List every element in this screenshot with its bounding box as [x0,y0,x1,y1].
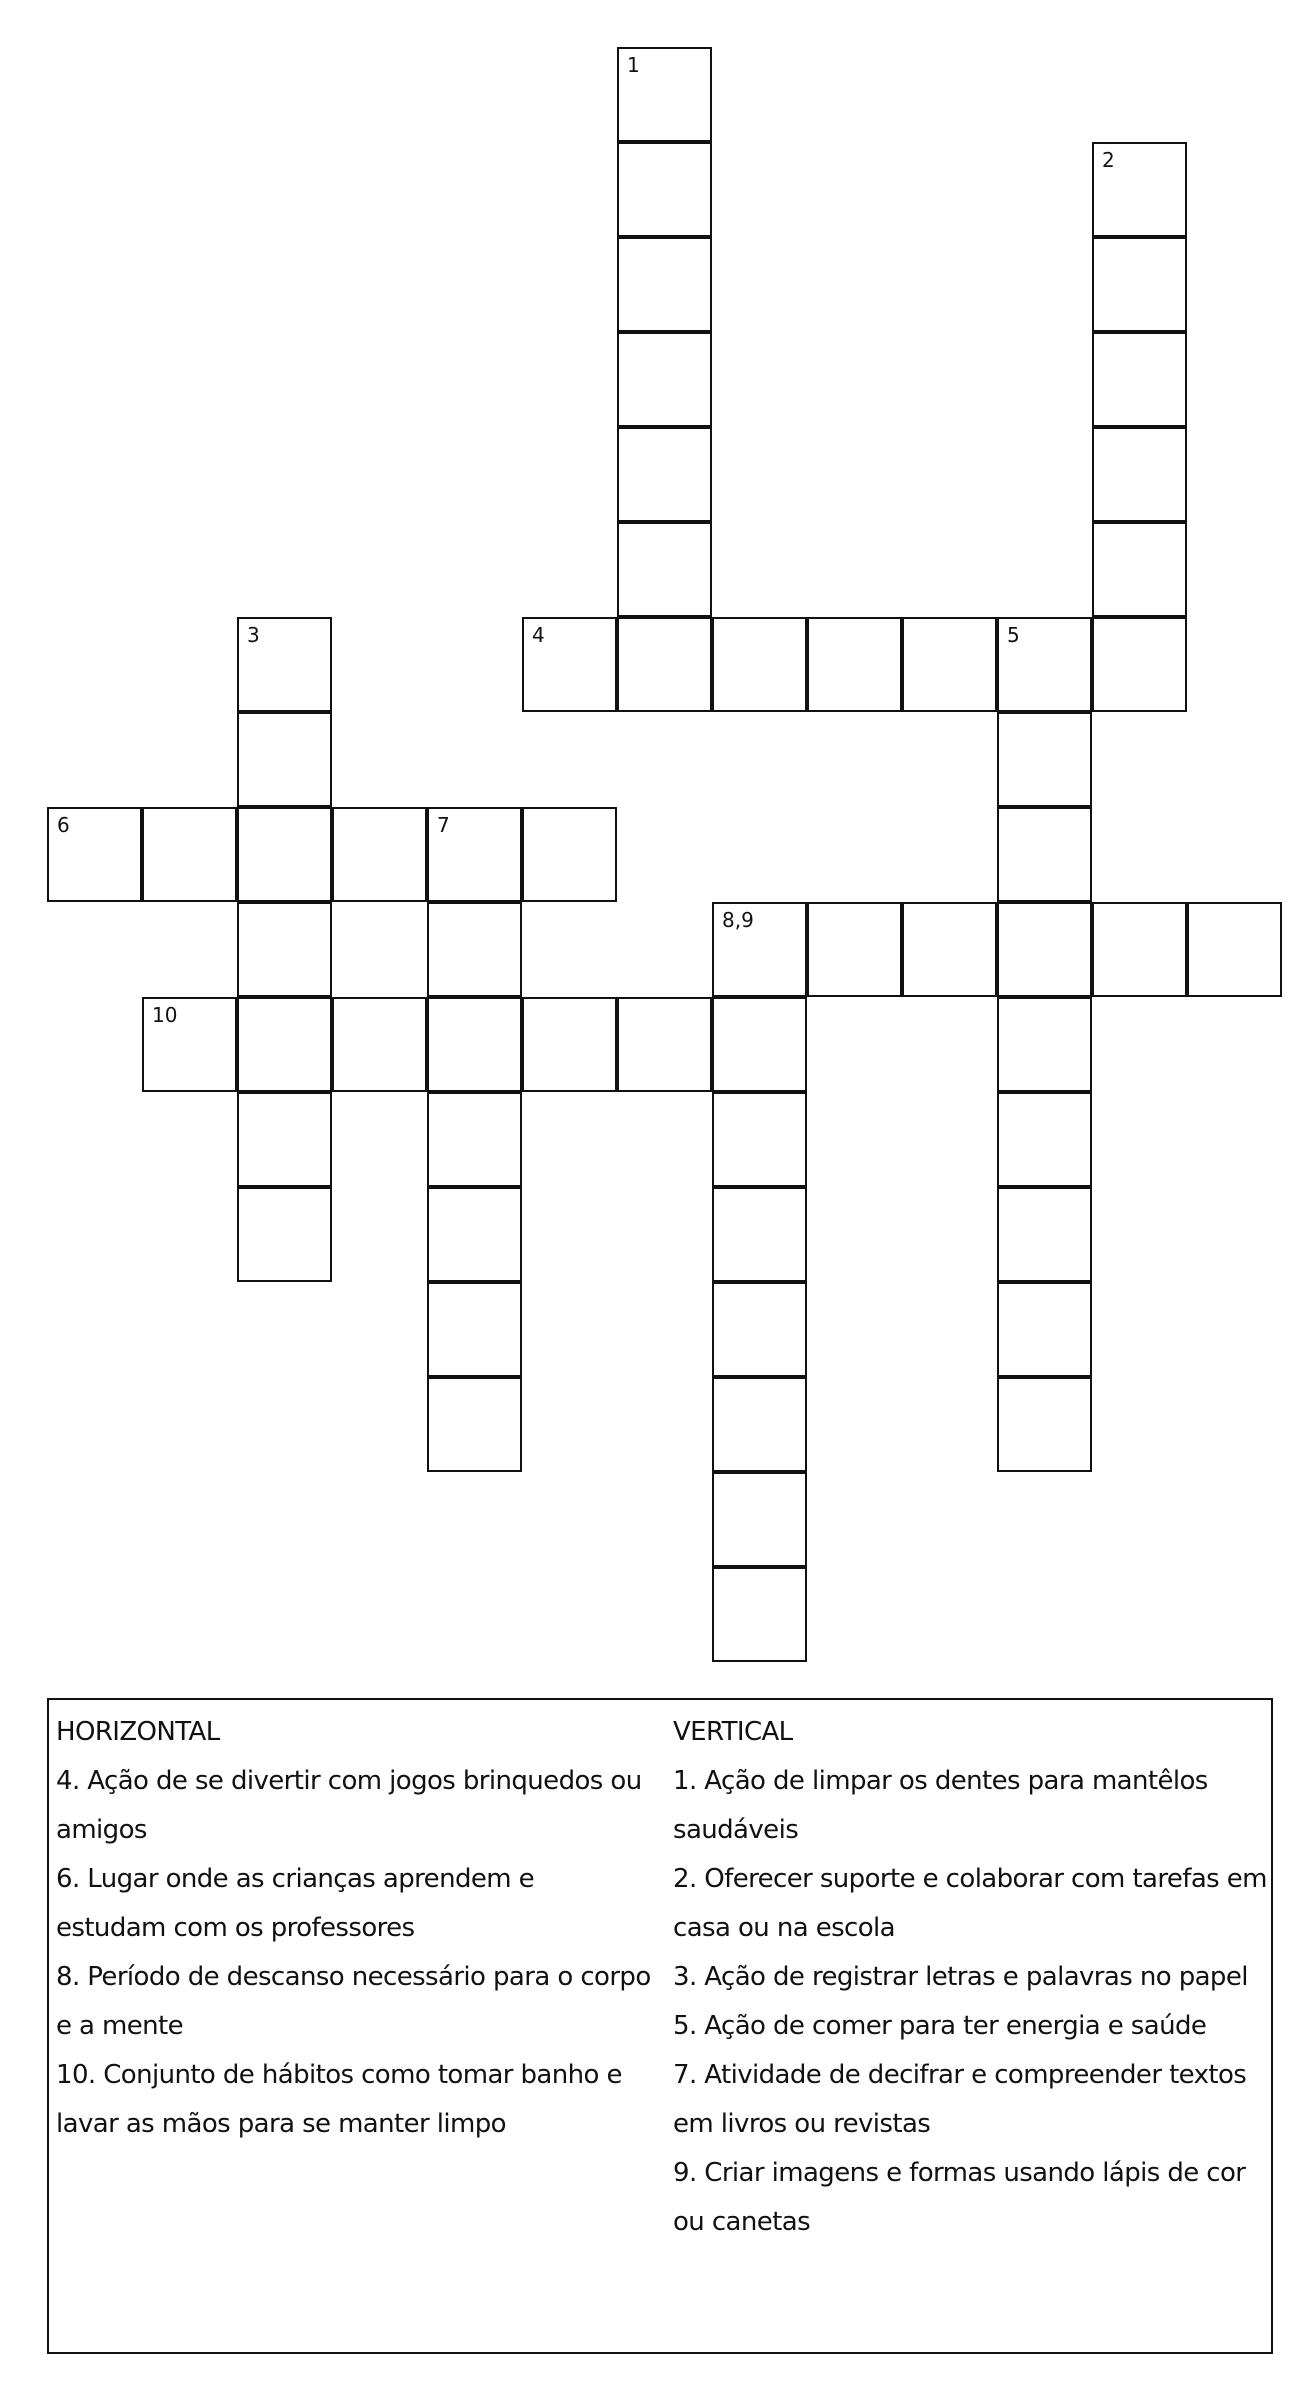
grid-cell[interactable] [712,1377,807,1472]
grid-cell[interactable] [427,1092,522,1187]
grid-cell[interactable] [237,807,332,902]
grid-cell[interactable] [617,332,712,427]
grid-cell[interactable] [1092,332,1187,427]
grid-cell[interactable] [712,1472,807,1567]
grid-cell[interactable] [712,1567,807,1662]
grid-cell[interactable] [617,427,712,522]
clue-number: 3 [247,623,260,647]
clue-horizontal-4: 4. Ação de se divertir com jogos brinquedos ou amigos [56,1766,642,1845]
clue-number: 5 [1007,623,1020,647]
grid-cell[interactable] [997,1092,1092,1187]
clue-vertical-3: 3. Ação de registrar letras e palavras no papel [673,1962,1248,1992]
grid-cell[interactable] [427,1282,522,1377]
grid-cell[interactable] [332,807,427,902]
grid-cell[interactable] [617,997,712,1092]
grid-cell[interactable] [522,807,617,902]
clue-vertical-7: 7. Atividade de decifrar e compreender textos em livros ou revistas [673,2060,1247,2139]
grid-cell[interactable] [807,617,902,712]
grid-cell[interactable] [712,997,807,1092]
clue-number: 2 [1102,148,1115,172]
grid-cell[interactable] [237,902,332,997]
grid-cell[interactable] [997,997,1092,1092]
grid-cell[interactable] [712,902,807,997]
grid-cell[interactable] [332,997,427,1092]
horizontal-clues-title: HORIZONTAL [56,1717,220,1747]
grid-cell[interactable] [522,997,617,1092]
clue-number: 6 [57,813,70,837]
grid-cell[interactable] [427,1187,522,1282]
clue-vertical-5: 5. Ação de comer para ter energia e saúde [673,2011,1207,2041]
grid-cell[interactable] [617,617,712,712]
grid-cell[interactable] [427,902,522,997]
clue-vertical-9: 9. Criar imagens e formas usando lápis de cor ou canetas [673,2158,1246,2237]
grid-cell[interactable] [902,902,997,997]
grid-cell[interactable] [1187,902,1282,997]
grid-cell[interactable] [1092,522,1187,617]
vertical-clues [673,1708,1273,2247]
clue-number: 8,9 [722,908,754,932]
horizontal-clues [56,1708,651,2149]
grid-cell[interactable] [997,1187,1092,1282]
clue-number: 4 [532,623,545,647]
grid-cell[interactable] [997,902,1092,997]
grid-cell[interactable] [1092,902,1187,997]
clue-horizontal-6: 6. Lugar onde as crianças aprendem e estudam com os professores [56,1864,535,1943]
grid-cell[interactable] [427,997,522,1092]
clues-panel [47,1698,1273,2354]
grid-cell[interactable] [522,617,617,712]
clue-vertical-2: 2. Oferecer suporte e colaborar com tarefas em casa ou na escola [673,1864,1267,1943]
grid-cell[interactable] [47,807,142,902]
grid-cell[interactable] [712,1187,807,1282]
grid-cell[interactable] [427,1377,522,1472]
clue-number: 10 [152,1003,178,1027]
grid-cell[interactable] [1092,142,1187,237]
grid-cell[interactable] [617,237,712,332]
grid-cell[interactable] [617,47,712,142]
grid-cell[interactable] [1092,617,1187,712]
vertical-clues-title: VERTICAL [673,1717,793,1747]
clue-horizontal-10: 10. Conjunto de hábitos como tomar banho e lavar as mãos para se manter limpo [56,2060,622,2139]
grid-cell[interactable] [712,617,807,712]
clue-horizontal-8: 8. Período de descanso necessário para o corpo e a mente [56,1962,651,2041]
grid-cell[interactable] [237,1187,332,1282]
grid-cell[interactable] [1092,237,1187,332]
grid-cell[interactable] [997,1282,1092,1377]
grid-cell[interactable] [427,807,522,902]
grid-cell[interactable] [712,1092,807,1187]
grid-cell[interactable] [997,1377,1092,1472]
grid-cell[interactable] [237,1092,332,1187]
grid-cell[interactable] [997,807,1092,902]
grid-cell[interactable] [997,712,1092,807]
grid-cell[interactable] [617,142,712,237]
grid-cell[interactable] [142,807,237,902]
grid-cell[interactable] [237,997,332,1092]
clue-vertical-1: 1. Ação de limpar os dentes para mantêlos saudáveis [673,1766,1208,1845]
grid-cell[interactable] [142,997,237,1092]
grid-cell[interactable] [237,617,332,712]
grid-cell[interactable] [1092,427,1187,522]
grid-cell[interactable] [617,522,712,617]
grid-cell[interactable] [807,902,902,997]
grid-cell[interactable] [997,617,1092,712]
clue-number: 1 [627,53,640,77]
clue-number: 7 [437,813,450,837]
grid-cell[interactable] [902,617,997,712]
grid-cell[interactable] [237,712,332,807]
grid-cell[interactable] [712,1282,807,1377]
